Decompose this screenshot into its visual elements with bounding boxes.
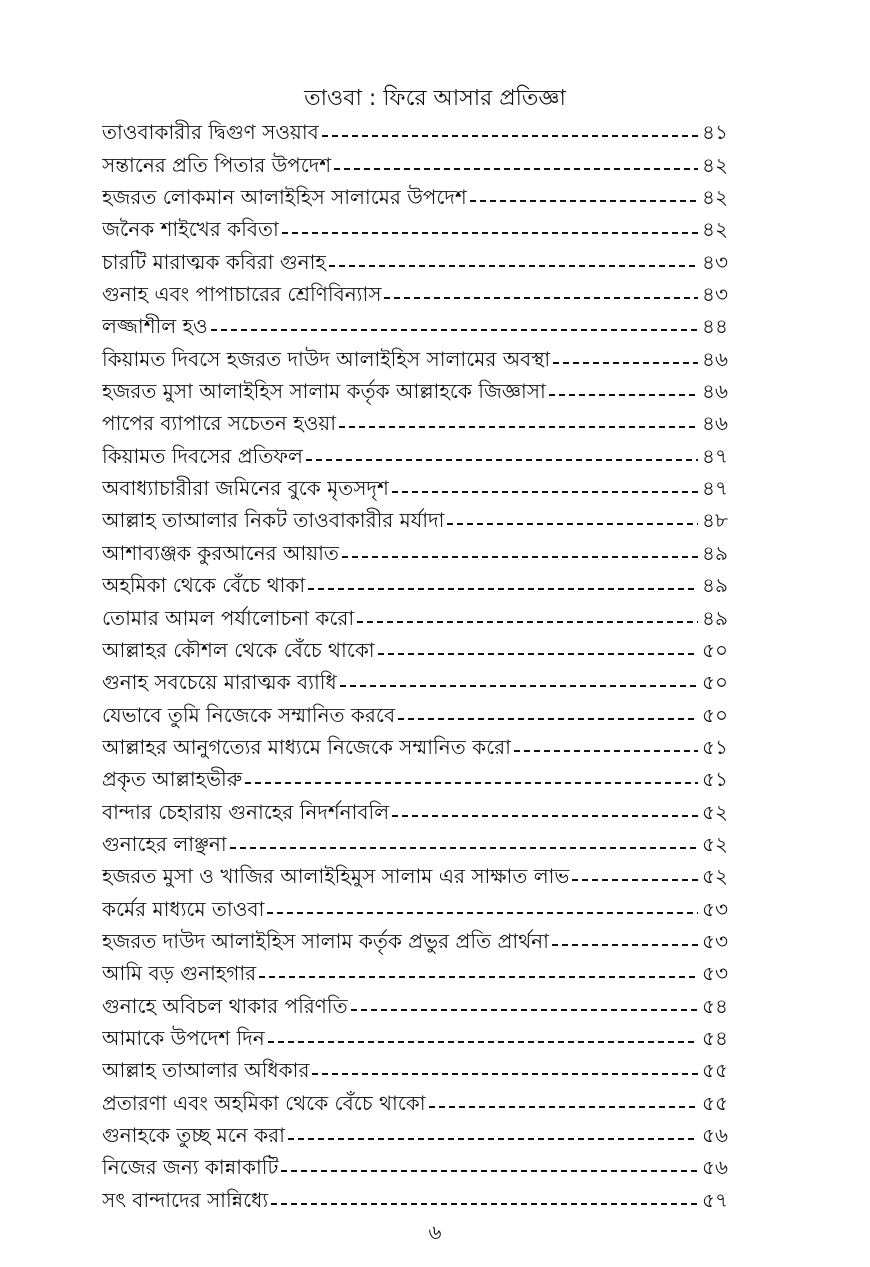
toc-entry-page: ৪৭: [702, 476, 728, 501]
toc-entry-page: ৫৭: [702, 1187, 728, 1212]
toc-entry-page: ৪২: [702, 217, 728, 242]
toc-entry: [102, 567, 728, 599]
toc-entry-title: আমাকে উপদেশ দিন: [102, 1025, 265, 1050]
toc-entry: [102, 761, 728, 793]
toc-entry-title: হজরত মুসা ও খাজির আলাইহিমুস সালাম এর সাক্ষাত লাভ: [102, 864, 570, 889]
dotted-leader: [572, 879, 698, 881]
toc-entry-title: কিয়ামত দিবসের প্রতিফল: [102, 443, 303, 468]
dotted-leader: [552, 944, 698, 946]
page-title: তাওবা : ফিরে আসার প্রতিজ্ঞা: [304, 86, 566, 111]
toc-entry: [102, 729, 728, 761]
dotted-leader: [282, 232, 698, 234]
toc-entry: [102, 470, 728, 502]
toc-entry: [102, 1181, 728, 1213]
dotted-leader: [271, 1203, 698, 1205]
dotted-leader: [342, 556, 698, 558]
toc-entry: [102, 890, 728, 922]
toc-entry: [102, 114, 728, 146]
toc-entry: [102, 1020, 728, 1052]
toc-entry: [102, 826, 728, 858]
toc-entry-page: ৫০: [702, 702, 728, 727]
toc-entry-page: ৫৪: [702, 1025, 728, 1050]
toc-entry: [102, 696, 728, 728]
dotted-leader: [281, 1170, 698, 1172]
toc-entry-title: লজ্জাশীল হও: [102, 314, 208, 339]
toc-entry-title: কর্মের মাধ্যমে তাওবা: [102, 896, 265, 921]
toc-entry-title: নিজের জন্য কান্নাকাটি: [102, 1155, 279, 1180]
toc-entry-title: গুনাহ সবচেয়ে মারাত্মক ব্যাধি: [102, 670, 337, 695]
toc-entry: [102, 793, 728, 825]
toc-entry-title: তাওবাকারীর দ্বিগুণ সওয়াব: [102, 120, 319, 145]
dotted-leader: [267, 912, 698, 914]
toc-entry-page: ৪৩: [702, 249, 728, 274]
toc-entry-title: আশাব্যঞ্জক কুরআনের আয়াত: [102, 540, 339, 565]
dotted-leader: [384, 297, 698, 299]
toc-entry-title: পাপের ব্যাপারে সচেতন হওয়া: [102, 411, 337, 436]
dotted-leader: [308, 588, 698, 590]
toc-entry: [102, 211, 728, 243]
toc-entry-page: ৪৯: [702, 605, 728, 630]
toc-entry: [102, 179, 728, 211]
toc-entry-page: ৪২: [702, 152, 728, 177]
toc-entry-page: ৫৩: [702, 928, 728, 953]
dotted-leader: [340, 685, 698, 687]
toc-entry-title: অহমিকা থেকে বেঁচে থাকা: [102, 573, 306, 598]
toc-entry-title: প্রকৃত আল্লাহভীরু: [102, 767, 243, 792]
toc-entry-title: বান্দার চেহারায় গুনাহের নিদর্শনাবলি: [102, 799, 390, 824]
dotted-leader: [259, 976, 698, 978]
toc-entry-page: ৪৬: [702, 346, 728, 371]
table-of-contents: [102, 114, 728, 1214]
dotted-leader: [329, 265, 698, 267]
dotted-leader: [351, 1009, 698, 1011]
toc-entry-page: ৫৬: [702, 1155, 728, 1180]
dotted-leader: [312, 1073, 698, 1075]
toc-entry-title: অবাধ্যাচারীরা জমিনের বুকে মৃতসদৃশ: [102, 476, 389, 501]
toc-entry-page: ৫৫: [702, 1090, 728, 1115]
toc-entry-page: ৫৩: [702, 961, 728, 986]
toc-entry-title: আল্লাহ তাআলার অধিকার: [102, 1058, 310, 1083]
toc-entry: [102, 632, 728, 664]
toc-entry: [102, 502, 728, 534]
dotted-leader: [268, 1041, 698, 1043]
toc-entry-page: ৪২: [702, 185, 728, 210]
toc-entry-title: চারটি মারাত্মক কবিরা গুনাহ: [102, 249, 326, 274]
toc-entry: [102, 1149, 728, 1181]
dotted-leader: [230, 847, 698, 849]
toc-entry-title: সন্তানের প্রতি পিতার উপদেশ: [102, 152, 332, 177]
toc-entry: [102, 955, 728, 987]
toc-entry: [102, 308, 728, 340]
toc-entry-page: ৫০: [702, 637, 728, 662]
toc-entry-title: হজরত লোকমান আলাইহিস সালামের উপদেশ: [102, 185, 467, 210]
toc-entry-page: ৫২: [702, 799, 728, 824]
toc-entry: [102, 243, 728, 275]
dotted-leader: [334, 168, 698, 170]
dotted-leader: [211, 329, 698, 331]
dotted-leader: [378, 653, 698, 655]
dotted-leader: [398, 718, 698, 720]
toc-entry-title: তোমার আমল পর্যালোচনা করো: [102, 605, 355, 630]
toc-entry-title: হজরত দাউদ আলাইহিস সালাম কর্তৃক প্রভুর প্রতি প্রার্থনা: [102, 928, 549, 953]
toc-entry-page: ৫৪: [702, 993, 728, 1018]
toc-entry: [102, 1052, 728, 1084]
dotted-leader: [553, 362, 698, 364]
toc-entry-page: ৪৬: [702, 411, 728, 436]
toc-entry-title: আল্লাহ তাআলার নিকট তাওবাকারীর মর্যাদা: [102, 508, 445, 533]
toc-entry-title: গুনাহে অবিচল থাকার পরিণতি: [102, 993, 348, 1018]
toc-entry-page: ৪৮: [702, 508, 728, 533]
toc-entry-page: ৫১: [702, 734, 728, 759]
toc-entry-title: কিয়ামত দিবসে হজরত দাউদ আলাইহিস সালামের অবস্থা: [102, 346, 551, 371]
toc-entry: [102, 664, 728, 696]
dotted-leader: [429, 1106, 698, 1108]
dotted-leader: [306, 459, 698, 461]
toc-entry: [102, 373, 728, 405]
toc-entry-page: ৫২: [702, 831, 728, 856]
toc-entry: [102, 987, 728, 1019]
toc-entry: [102, 599, 728, 631]
toc-entry: [102, 340, 728, 372]
toc-entry: [102, 146, 728, 178]
dotted-leader: [447, 523, 698, 525]
toc-entry-title: হজরত মুসা আলাইহিস সালাম কর্তৃক আল্লাহকে জিজ্ঞাসা: [102, 379, 546, 404]
toc-entry: [102, 1084, 728, 1116]
toc-entry-title: গুনাহকে তুচ্ছ মনে করা: [102, 1123, 285, 1147]
toc-entry-title: আল্লাহর কৌশল থেকে বেঁচে থাকো: [102, 637, 375, 662]
toc-entry-page: ৪৯: [702, 540, 728, 565]
toc-entry-title: জনৈক শাইখের কবিতা: [102, 217, 279, 242]
toc-entry-title: গুনাহ এবং পাপাচারের শ্রেণিবিন্যাস: [102, 282, 382, 307]
toc-entry-page: ৫৫: [702, 1058, 728, 1083]
toc-entry-page: ৫১: [702, 767, 728, 792]
toc-entry-page: ৪৯: [702, 573, 728, 598]
toc-entry: [102, 923, 728, 955]
toc-entry: [102, 1117, 728, 1149]
toc-entry: [102, 858, 728, 890]
dotted-leader: [288, 1138, 698, 1140]
toc-entry: [102, 276, 728, 308]
toc-entry: [102, 534, 728, 566]
toc-entry-page: ৫৩: [702, 896, 728, 921]
toc-entry-page: ৪১: [702, 120, 728, 145]
dotted-leader: [322, 135, 698, 137]
dotted-leader: [339, 426, 698, 428]
dotted-leader: [392, 491, 698, 493]
toc-entry-title: যেভাবে তুমি নিজেকে সম্মানিত করবে: [102, 702, 396, 727]
dotted-leader: [549, 394, 698, 396]
toc-entry-page: ৪৬: [702, 379, 728, 404]
toc-entry-title: আল্লাহর আনুগত্যের মাধ্যমে নিজেকে সম্মানিত করো: [102, 734, 511, 759]
toc-entry-page: ৪৭: [702, 443, 728, 468]
toc-entry-page: ৫৬: [702, 1123, 728, 1147]
dotted-leader: [470, 200, 698, 202]
dotted-leader: [245, 782, 698, 784]
dotted-leader: [392, 815, 698, 817]
toc-entry-title: আমি বড় গুনাহগার: [102, 961, 257, 986]
dotted-leader: [357, 621, 698, 623]
toc-entry-title: গুনাহের লাঞ্ছনা: [102, 831, 227, 856]
toc-entry: [102, 437, 728, 469]
toc-entry-page: ৫০: [702, 670, 728, 695]
toc-entry-title: প্রতারণা এবং অহমিকা থেকে বেঁচে থাকো: [102, 1090, 426, 1115]
toc-entry-page: ৫২: [702, 864, 728, 889]
toc-entry-page: ৪৪: [702, 314, 728, 339]
toc-entry-page: ৪৩: [702, 282, 728, 307]
page-number: ৬: [428, 1220, 442, 1244]
dotted-leader: [514, 750, 698, 752]
toc-entry: [102, 405, 728, 437]
toc-entry-title: সৎ বান্দাদের সান্নিধ্যে: [102, 1187, 269, 1212]
